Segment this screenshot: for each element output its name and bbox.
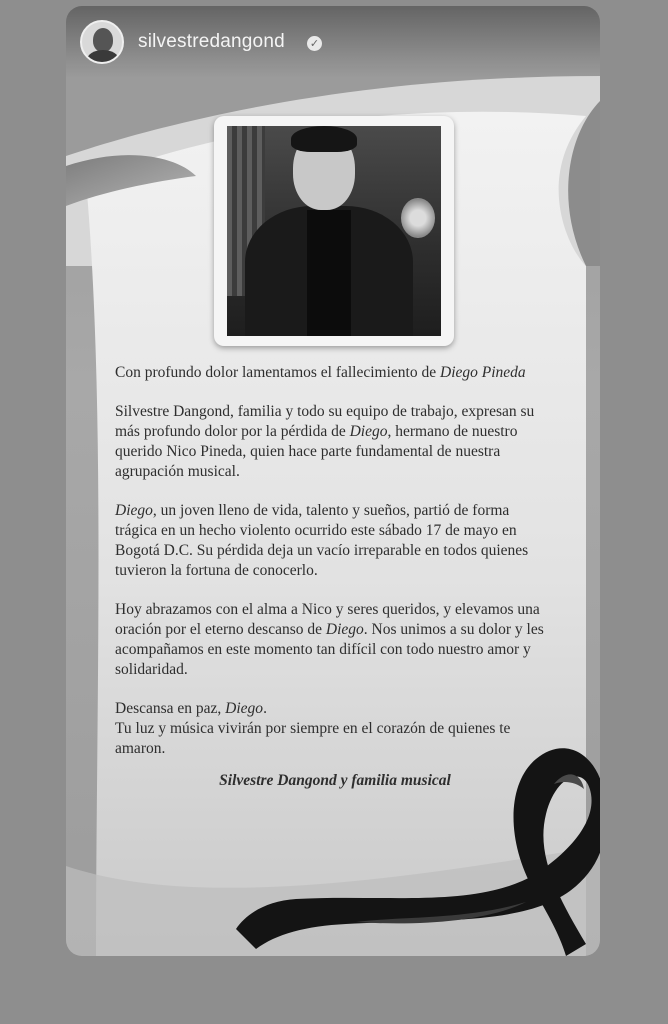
mourning-ribbon-icon xyxy=(236,744,600,956)
intro-line: Con profundo dolor lamentamos el fallecimiento de Diego Pineda xyxy=(115,364,526,381)
paragraph-1: Silvestre Dangond, familia y todo su equipo de trabajo, expresan su más profundo dolor por la pérdida de Diego, hermano de nuestro querido Nico Pineda, quien hace parte fundamental de nuestra agrupación musical. xyxy=(115,403,535,480)
profile-avatar[interactable] xyxy=(80,20,124,64)
paragraph-3: Hoy abrazamos con el alma a Nico y seres queridos, y elevamos una oración por el eterno descanso de Diego. Nos unimos a su dolor y les acompañamos en este momento tan difícil con todo nuestro amor y solidaridad. xyxy=(115,601,544,678)
username[interactable]: silvestredangond xyxy=(138,31,285,52)
paragraph-4: Descansa en paz, Diego. Tu luz y música vivirán por siempre en el corazón de quienes te amaron. xyxy=(115,700,511,757)
story-viewer[interactable] xyxy=(66,6,600,956)
memorial-photo-frame xyxy=(214,116,454,346)
story-header xyxy=(66,6,600,78)
condolence-text xyxy=(115,363,555,810)
memorial-photo xyxy=(227,126,441,336)
paragraph-2: Diego, un joven lleno de vida, talento y sueños, partió de forma trágica en un hecho violento ocurrido este sábado 17 de mayo en Bogotá D.C. Su pérdida deja un vacío irreparable en todos quienes tuvieron la fortuna de conocerlo. xyxy=(115,502,529,579)
verified-badge-icon: ✓ xyxy=(307,36,322,51)
signature: Silvestre Dangond y familia musical xyxy=(219,772,451,789)
